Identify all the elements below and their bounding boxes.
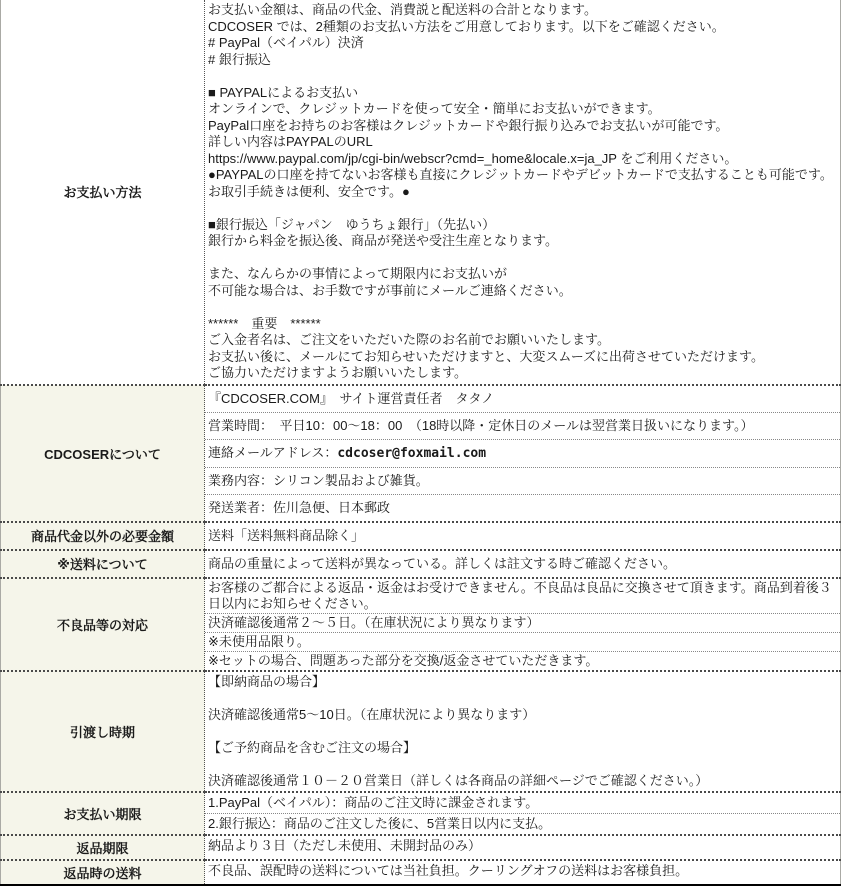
text-line: 【即納商品の場合】 [208, 673, 326, 689]
row-payment-deadline [1, 792, 841, 835]
row-header-delivery-time: 引渡し時期 [1, 671, 205, 793]
text-line: https://www.paypal.com/jp/cgi-bin/webscr?cmd=_home&locale.x=ja_JP をご利用ください。 [208, 150, 738, 166]
text-line [208, 250, 838, 267]
bank-deadline-line: 2.銀行振込：商品のご注文した後に、5営業日以内に支払。 [205, 813, 840, 834]
row-extra-fees [1, 522, 841, 550]
row-content-payment-method [205, 0, 841, 385]
shipping-carrier-line: 発送業者：佐川急便、日本郵政 [205, 494, 840, 521]
text-line: お取引手続きは便利、安全です。● [208, 183, 410, 199]
row-content-defective-items [205, 578, 841, 671]
row-content-return-shipping: 不良品、誤配時の送料については当社負担。クーリングオフの送料はお客様負担。 [205, 860, 841, 885]
text-line: 不可能な場合は、お手数ですが事前にメールご連絡ください。 [208, 282, 572, 298]
text-line: お支払い金額は、商品の代金、消費説と配送料の合計となります。 [208, 2, 597, 17]
contact-email-line [205, 439, 840, 467]
text-line [208, 200, 838, 217]
row-content-shipping-fee: 商品の重量によって送料が異なっている。詳しくは註文する時ご確認ください。 [205, 550, 841, 578]
text-line: ●PAYPALの口座を持てないお客様も直接にクレジットカードやデビットカードで支払することも可能です。 [208, 167, 833, 182]
text-line: 決済確認後通常5～10日。（在庫状況により異なります） [208, 706, 536, 722]
text-line [208, 299, 838, 316]
text-line [208, 756, 838, 773]
text-line: ****** 重要 ****** [208, 315, 321, 331]
row-header-shipping-fee: ※送料について [1, 550, 205, 578]
row-content-delivery-time [205, 671, 841, 793]
text-line: 【ご予約商品を含むご注文の場合】 [208, 739, 417, 755]
exchange-time-line: 決済確認後通常２～５日。（在庫状況により異なります） [205, 613, 840, 632]
row-header-payment-deadline: お支払い期限 [1, 792, 205, 835]
text-line [208, 68, 838, 85]
row-about-cdcoser [1, 385, 841, 522]
site-operator-line: 『CDCOSER.COM』 サイト運営責任者 タタノ [208, 390, 495, 406]
text-line: ■銀行振込「ジャパン ゆうちょ銀行」（先払い） [208, 216, 496, 232]
text-line: CDCOSER では、2種類のお支払い方法をご用意しております。以下をご確認ください。 [208, 18, 725, 34]
text-line: PayPal口座をお持ちのお客様はクレジットカードや銀行振り込みでお支払いが可能です。 [208, 117, 729, 133]
row-header-payment-method: お支払い方法 [1, 0, 205, 385]
row-content-payment-deadline [205, 792, 841, 835]
row-delivery-time [1, 671, 841, 793]
text-line: オンラインで、クレジットカードを使って安全・簡単にお支払いができます。 [208, 101, 661, 116]
text-line: 詳しい内容はPAYPALのURL [208, 134, 373, 149]
contact-email: cdcoser@foxmail.com [337, 445, 487, 461]
text-line: 銀行から料金を振込後、商品が発送や受注生産となります。 [208, 233, 558, 248]
row-payment-method [1, 0, 841, 385]
text-line: # 銀行振込 [208, 51, 271, 67]
text-line [208, 690, 838, 707]
text-line: # PayPal（ベイパル）決済 [208, 35, 364, 50]
return-policy-line: お客様のご都合による返品・返金はお受けできません。不良品は良品に交換させて頂きます。商品到着後３日以内にお知らせください。 [208, 579, 832, 611]
text-line [208, 723, 838, 740]
text-line: ご入金者名は、ご注文をいただいた際のお名前でお願いいたします。 [208, 332, 610, 347]
row-content-extra-fees: 送料「送料無料商品除く」 [205, 522, 841, 550]
text-line: お支払い後に、メールにてお知らせいただけますと、大変スムーズに出荷させていただけます。 [208, 348, 765, 364]
text-line: 決済確認後通常１０－２０営業日（詳しくは各商品の詳細ページでご確認ください。） [208, 772, 709, 788]
row-return-deadline [1, 835, 841, 860]
set-exchange-line: ※セットの場合、問題あった部分を交換/返金させていただきます。 [205, 651, 840, 670]
row-header-about-cdcoser: CDCOSERについて [1, 385, 205, 522]
row-header-return-deadline: 返品期限 [1, 835, 205, 860]
text-line: また、なんらかの事情によって期限内にお支払いが [208, 266, 508, 281]
row-header-extra-fees: 商品代金以外の必要金額 [1, 522, 205, 550]
row-header-defective-items: 不良品等の対応 [1, 578, 205, 671]
row-shipping-fee [1, 550, 841, 578]
text-line: ご協力いただけますようお願いいたします。 [208, 365, 467, 380]
business-hours-line: 営業時間： 平日10：00～18：00 （18時以降・定休日のメールは翌営業日扱いになります。） [205, 412, 840, 439]
text-line: ■ PAYPALによるお支払い [208, 84, 359, 100]
row-content-return-deadline: 納品より３日（ただし未使用、未開封品のみ） [205, 835, 841, 860]
business-description-line: 業務内容：シリコン製品および雑貨。 [205, 467, 840, 494]
unused-only-line: ※未使用品限り。 [205, 632, 840, 651]
contact-email-label: 連絡メールアドレス： [208, 444, 338, 460]
row-content-about-cdcoser [205, 385, 841, 522]
row-header-return-shipping: 返品時の送料 [1, 860, 205, 885]
row-defective-items [1, 578, 841, 671]
row-return-shipping [1, 860, 841, 885]
paypal-deadline-line: 1.PayPal（ベイパル）：商品のご注文時に課金されます。 [208, 795, 539, 810]
